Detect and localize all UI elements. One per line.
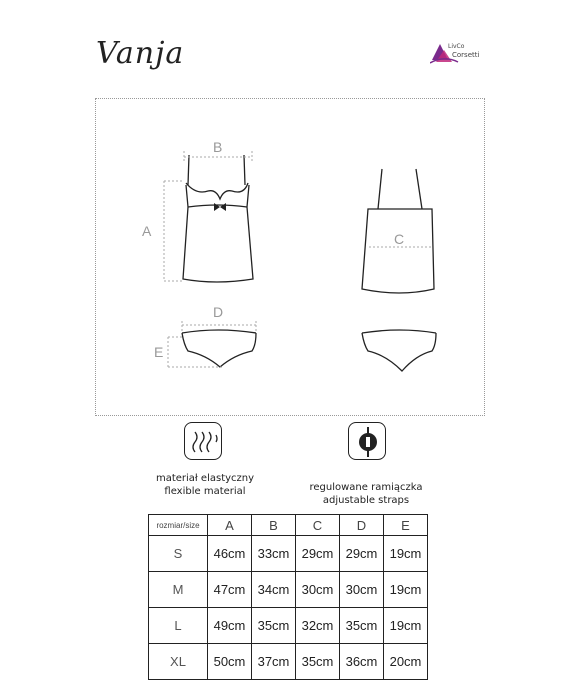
size-value: 30cm — [340, 572, 384, 608]
size-value: 35cm — [252, 608, 296, 644]
size-label: L — [149, 608, 208, 644]
chemise-front-drawing — [183, 155, 253, 282]
size-value: 49cm — [208, 608, 252, 644]
dim-label-c: C — [394, 231, 405, 247]
size-value: 19cm — [384, 536, 428, 572]
size-label: XL — [149, 644, 208, 680]
size-value: 19cm — [384, 608, 428, 644]
panty-back-drawing — [362, 330, 436, 371]
feature-straps-line1: regulowane ramiączka — [309, 482, 423, 493]
size-label: S — [149, 536, 208, 572]
size-value: 32cm — [296, 608, 340, 644]
brand-name-text: Corsetti — [452, 51, 480, 59]
brand-small-text: LivCo — [448, 43, 465, 50]
feature-elastic-line2: flexible material — [164, 486, 246, 497]
size-table — [148, 514, 428, 680]
feature-elastic-line1: materiał elastyczny — [155, 473, 255, 484]
size-col-b: B — [252, 515, 296, 536]
dim-label-e: E — [154, 344, 164, 360]
feature-elastic-text — [140, 472, 270, 498]
size-value: 36cm — [340, 644, 384, 680]
size-value: 29cm — [340, 536, 384, 572]
size-value: 30cm — [296, 572, 340, 608]
feature-straps-text — [298, 481, 434, 507]
size-value: 33cm — [252, 536, 296, 572]
size-table-header — [149, 515, 428, 536]
feature-straps-line2: adjustable straps — [322, 495, 410, 506]
size-value: 20cm — [384, 644, 428, 680]
table-row — [149, 608, 428, 644]
table-row — [149, 536, 428, 572]
size-col-e: E — [384, 515, 428, 536]
dim-label-d: D — [213, 304, 224, 320]
size-value: 47cm — [208, 572, 252, 608]
dimension-lines — [164, 151, 431, 367]
table-row — [149, 644, 428, 680]
size-value: 29cm — [296, 536, 340, 572]
size-value: 37cm — [252, 644, 296, 680]
size-value: 34cm — [252, 572, 296, 608]
size-value: 50cm — [208, 644, 252, 680]
size-col-a: A — [208, 515, 252, 536]
size-col-d: D — [340, 515, 384, 536]
dim-label-b: B — [213, 139, 223, 155]
bow-icon — [214, 203, 226, 211]
elastic-wave-icon — [184, 422, 222, 460]
brand-logo — [430, 38, 490, 68]
size-value: 35cm — [340, 608, 384, 644]
dim-label-a: A — [142, 223, 152, 239]
size-value: 35cm — [296, 644, 340, 680]
table-row — [149, 572, 428, 608]
panty-front-drawing — [182, 330, 256, 367]
size-value: 46cm — [208, 536, 252, 572]
measurement-diagram — [95, 98, 485, 416]
size-table-corner: rozmiar/size — [149, 515, 208, 536]
size-value: 19cm — [384, 572, 428, 608]
product-title: Vanja — [96, 36, 185, 71]
size-col-c: C — [296, 515, 340, 536]
adjustable-strap-icon — [348, 422, 386, 460]
size-label: M — [149, 572, 208, 608]
